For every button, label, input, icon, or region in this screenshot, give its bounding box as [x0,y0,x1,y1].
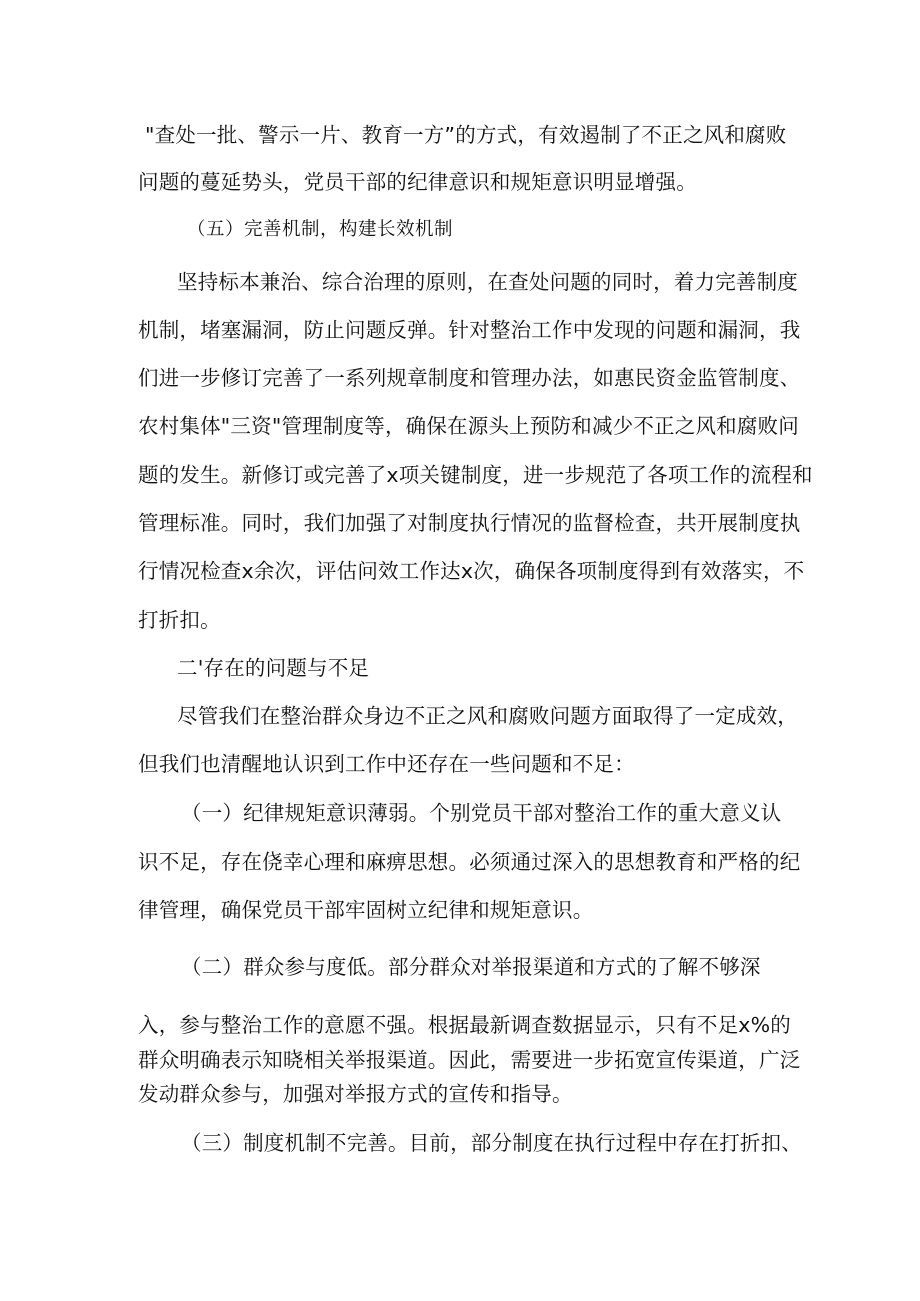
text-line: 群众明确表示知晓相关举报渠道。因此，需要进一步拓宽宣传渠道，广泛 [138,1048,801,1072]
text-line: 打折扣。 [138,608,221,632]
text-line: 管理标准。同时，我们加强了对制度执行情况的监督检查，共开展制度执 [138,511,801,535]
text-line: 们进一步修订完善了一系列规章制度和管理办法，如惠民资金监管制度、 [138,366,801,390]
text-line: 问题的蔓延势头，党员干部的纪律意识和规矩意识明显增强。 [138,170,697,194]
text-line: （一）纪律规矩意识薄弱。个别党员干部对整治工作的重大意义认 [181,801,782,825]
text-line: 发动群众参与，加强对举报方式的宣传和指导。 [138,1082,573,1106]
text-line: 入，参与整治工作的意愿不强。根据最新调查数据显示，只有不足x%的 [138,1013,792,1037]
text-line: 律管理，确保党员干部牢固树立纪律和规矩意识。 [138,898,594,922]
text-line: 行情况检查x余次，评估问效工作达x次，确保各项制度得到有效落实，不 [138,559,805,583]
text-line: "查处一批、警示一片、教育一方”的方式，有效遏制了不正之风和腐败 [145,123,787,147]
section-heading: 二'存在的问题与不足 [177,656,370,680]
text-line: 尽管我们在整治群众身边不正之风和腐败问题方面取得了一定成效， [177,704,798,728]
text-line: 坚持标本兼治、综合治理的原则，在查处问题的同时，着力完善制度 [177,270,798,294]
text-line: （二）群众参与度低。部分群众对举报渠道和方式的了解不够深 [181,955,761,979]
text-line: 机制，堵塞漏洞，防止问题反弹。针对整治工作中发现的问题和漏洞，我 [138,318,801,342]
text-line: （三）制度机制不完善。目前，部分制度在执行过程中存在打折扣、 [181,1131,802,1155]
section-heading: （五）完善机制，构建长效机制 [187,219,454,240]
text-line: 农村集体"三资"管理制度等，确保在源头上预防和减少不正之风和腐败问 [138,414,799,438]
text-line: 题的发生。新修订或完善了x项关键制度，进一步规范了各项工作的流程和 [138,463,813,487]
text-line: 识不足，存在侥幸心理和麻痹思想。必须通过深入的思想教育和严格的纪 [138,850,801,874]
text-line: 但我们也清醒地认识到工作中还存在一些问题和不足： [138,752,635,776]
